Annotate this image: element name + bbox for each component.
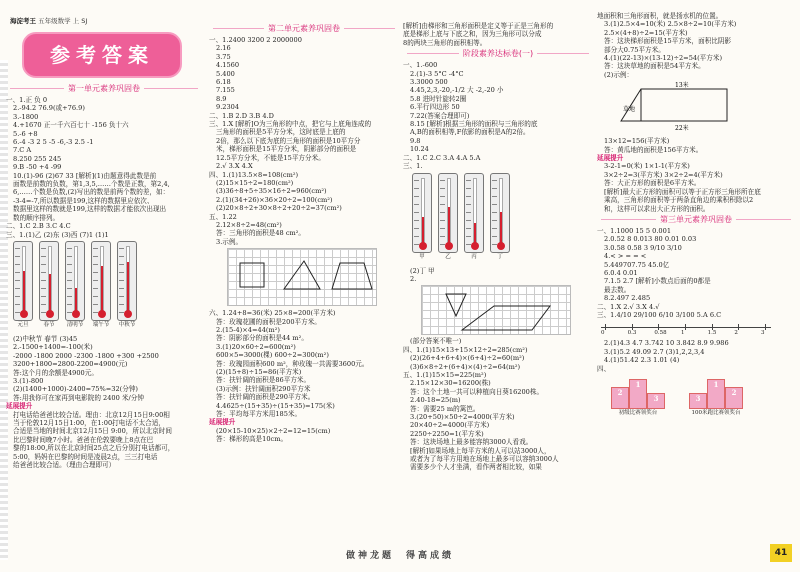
answer-line: 2.(15-4)×4=44(m²) bbox=[216, 325, 280, 334]
answer-line: 7.C A bbox=[13, 146, 32, 155]
mercury-level bbox=[101, 266, 103, 311]
answer-line: 2.-1500+1400=-100(米) bbox=[13, 343, 93, 352]
answer-line: 米，梯形面积是15平方分米，阴影部分的面积是 bbox=[216, 145, 357, 154]
column-3 bbox=[403, 22, 593, 542]
mercury-level bbox=[23, 271, 25, 311]
answer-line: 7.22(答案合理即可) bbox=[410, 111, 470, 120]
answer-line: 数的顺序排列。 bbox=[13, 213, 60, 222]
podium-step: 3 bbox=[689, 393, 707, 409]
answer-line: 5.449707.75 45.0亿 bbox=[604, 260, 670, 269]
subsection-heading: 延展提升 bbox=[6, 402, 33, 411]
mercury-level bbox=[448, 207, 450, 242]
answer-line: (2)20×8÷2+30×8÷2+20÷2=37(cm²) bbox=[216, 204, 342, 213]
answer-line: 8.9 bbox=[216, 94, 227, 103]
answer-line: [解析]如果场地上每平方米的人可以站3000人， bbox=[410, 446, 551, 455]
number-line-label: 1 bbox=[681, 330, 685, 337]
answer-line: 4.+1670 正一千六百七十 -156 负十六 bbox=[13, 121, 129, 130]
answer-line: 答：梯形的高是10cm。 bbox=[216, 435, 288, 444]
answers-block bbox=[403, 337, 593, 472]
answer-line: 2.0.52 8 0.013 80 0.01 0.03 bbox=[604, 235, 697, 244]
answer-line: 一、1.-600 bbox=[403, 61, 438, 70]
answers-block bbox=[597, 137, 795, 213]
answer-line: 面数是前数的负数，第1,3,5,……个数是正数，第2,4, bbox=[13, 180, 170, 189]
answer-line: 4.45,2,3,-20,-1/2 大 -2,-20 小 bbox=[410, 86, 504, 95]
answer-line: 2.-94.2 76.9(或+76.9) bbox=[13, 104, 85, 113]
answer-line: (部分答案不唯一) bbox=[410, 337, 462, 346]
answer-line: 答：玫瑰园面积600 m²，种玫瑰一共需要3600元。 bbox=[216, 359, 369, 368]
thermometer-label: 丁 bbox=[497, 253, 503, 260]
answer-line: -2000 -1800 2000 -2300 -1800 +300 +2500 bbox=[13, 351, 159, 360]
answer-line: 5:00，妈妈在巴黎的时间是凌晨2点，三三打电话 bbox=[13, 452, 158, 461]
footer-slogan: 做神龙题 得高成绩 bbox=[345, 551, 454, 561]
answer-line: (2)15×15÷2=180(cm²) bbox=[216, 178, 294, 187]
answer-line: 5.400 bbox=[216, 69, 235, 78]
answer-line: 答:用我你可在家再到电影院的 2400 米/分钟 bbox=[13, 393, 144, 402]
answer-line: 答：三角形的面积是48 cm²。 bbox=[216, 229, 306, 238]
answer-line: 6.-4 -3 2 5 -5 -6,-3 2.5 -1 bbox=[13, 138, 94, 147]
answer-line: (2)(15+8)÷15=86(平方米) bbox=[216, 368, 302, 376]
answers-block bbox=[6, 222, 202, 239]
thermometer-label: 丙 bbox=[471, 253, 477, 260]
answer-line: 答:这个月的余额是4900元。 bbox=[13, 368, 98, 377]
thermometer-label: 清明节 bbox=[66, 321, 84, 328]
thermometer-label: 端午节 bbox=[92, 321, 110, 328]
answer-line: 8.2.497 2.485 bbox=[604, 294, 651, 303]
number-line-tick bbox=[765, 324, 766, 330]
answer-line: 和，这样可以求出大正方形的面积。 bbox=[604, 204, 710, 213]
answer-line: 4.(1)(22-13)×(13-12)÷2=54(平方米) bbox=[604, 54, 723, 63]
answer-line: 3-2-1=0(米) 1×1-1(平方米) bbox=[604, 162, 690, 171]
answer-line: 9.2304 bbox=[216, 103, 240, 112]
answer-line: 4.1560 bbox=[216, 61, 240, 70]
term-label: 上 bbox=[72, 17, 80, 25]
answer-line: 答：这个土地一共可以种植向日葵16200株。 bbox=[410, 387, 544, 396]
answer-line: 六、1.24+8=36(米) 25×8=200(平方米) bbox=[209, 309, 336, 318]
thermometer-group bbox=[411, 173, 593, 265]
answers-block bbox=[6, 96, 202, 222]
answer-line: (3)36÷8+5÷35×16÷2=960(cm²) bbox=[216, 187, 327, 196]
number-line-label: 0.3 bbox=[627, 330, 637, 337]
answer-line: 2.√ 3.X 4.X bbox=[216, 162, 253, 171]
thermometer-label: 乙 bbox=[445, 253, 451, 260]
answer-line: 2.5×(4+8)÷2=15(平方米) bbox=[604, 28, 688, 37]
podium-blocks bbox=[689, 373, 743, 409]
answer-line: 三、1.4/10 29/100 6/10 3/100 5.A 6.C bbox=[597, 310, 722, 319]
answer-line: 5.8 进时针旋转2圈 bbox=[410, 94, 467, 103]
answer-line: 部分大0.75平方米。 bbox=[604, 45, 665, 54]
answer-line: 答：黄瓜地的面积是156平方米。 bbox=[604, 145, 703, 154]
answer-line: 比巴黎时间晚7小时。爸爸在伦敦要晚上8点在巴 bbox=[13, 435, 154, 444]
thermometer-label: 中秋节 bbox=[118, 321, 136, 328]
podium-step: 1 bbox=[629, 379, 647, 409]
answer-line: (2)丁 甲 bbox=[410, 266, 435, 275]
answer-line: A,B的面积相等,F依影的面积是A的2倍。 bbox=[410, 128, 530, 137]
answer-line: (20×15-10×25)×2÷2=12=15(cm) bbox=[216, 426, 331, 435]
answer-line: 3.(1)-800 bbox=[13, 376, 44, 385]
thermometer bbox=[463, 173, 485, 265]
mercury-level bbox=[422, 217, 424, 243]
answers-block bbox=[209, 36, 399, 246]
answer-line: 2.40-18=25(m) bbox=[410, 396, 461, 405]
answer-line: (3)6×8÷2+(6+4)×(4)÷2=64(m²) bbox=[410, 362, 521, 371]
answer-line: 答：扶针阔的面积是86平方米。 bbox=[216, 376, 311, 385]
answer-line: 13×12=156(平方米) bbox=[604, 137, 670, 146]
page-number: 41 bbox=[770, 544, 792, 562]
book-header bbox=[10, 12, 200, 30]
thermometer-label: 甲 bbox=[419, 253, 425, 260]
answers-banner bbox=[22, 32, 182, 78]
answer-line: 四、 bbox=[597, 364, 611, 373]
shapes-drawing bbox=[228, 249, 378, 307]
answer-line: 3.(1)20×60÷2=600(m²) bbox=[216, 342, 296, 351]
thermometer-label: 春节 bbox=[43, 321, 55, 328]
answer-line: 三、1. bbox=[403, 162, 423, 171]
thermometer bbox=[38, 241, 60, 333]
mercury-level bbox=[500, 212, 502, 243]
section-title: 第一单元素养巩固卷 bbox=[6, 83, 202, 94]
subsection-heading: 延展提升 bbox=[209, 418, 236, 427]
trapezoid-figure bbox=[617, 81, 767, 133]
answer-line: 4.(1)51.42 2.3 1.01 (4) bbox=[604, 356, 680, 365]
number-line-tick bbox=[738, 324, 739, 330]
banner-title: 参考答案 bbox=[50, 43, 154, 67]
triangle-grid-figure bbox=[421, 285, 571, 335]
answer-line: 12.5平方分米，不能是15平方分米。 bbox=[216, 153, 325, 162]
answer-line: 三、1.X [解析]O为三角形的中点，把它与上底角连成的 bbox=[209, 120, 372, 129]
podium-left bbox=[611, 373, 665, 417]
podium-caption: 初级比赛领奖台 bbox=[618, 410, 658, 416]
answers-block bbox=[403, 267, 593, 284]
number-line-label: 3 bbox=[761, 330, 765, 337]
mercury-level bbox=[49, 274, 51, 311]
answer-line: 一、1.2400 3200 2 2000000 bbox=[209, 36, 302, 44]
answers-block bbox=[403, 22, 593, 47]
thermometer bbox=[116, 241, 138, 333]
thermometer-label: 元旦 bbox=[17, 321, 29, 328]
answer-line: 2.(1)(34+26)×36×20÷2=100(cm²) bbox=[216, 195, 333, 204]
answer-line: 2.15×12×30=16200(株) bbox=[410, 379, 491, 388]
answer-line: 3.(1)2.5×4=10(米) 2.5×8÷2=10(平方米) bbox=[604, 20, 737, 29]
subsection-heading: 延展提升 bbox=[597, 154, 624, 163]
edition-label: SJ bbox=[81, 17, 88, 25]
mercury-level bbox=[474, 223, 476, 242]
section-title: 阶段素养达标卷(一) bbox=[403, 48, 593, 59]
figure-label: 22米 bbox=[675, 125, 689, 133]
answers-block bbox=[597, 12, 795, 79]
answers-block bbox=[597, 227, 795, 319]
answer-line: 6.0.4 0.01 bbox=[604, 268, 638, 277]
podium-caption: 100米跑比赛领奖台 bbox=[691, 410, 741, 416]
answers-block bbox=[209, 309, 399, 444]
thermometer bbox=[489, 173, 511, 265]
answer-line: 7.1.5 2.7 [解析]小数点后面的0都是 bbox=[604, 277, 711, 286]
answer-line: 600×5=3000(棵) 600÷2=300(m²) bbox=[216, 351, 329, 360]
figure-label: 13米 bbox=[675, 82, 689, 90]
answer-line: 二、1.C 2.C 3.A 4.A 5.A bbox=[403, 153, 481, 162]
answer-line: 答：这块场地上最多能容纳3000人看戏。 bbox=[410, 438, 533, 447]
podium-step: 2 bbox=[725, 387, 743, 409]
thermometer bbox=[64, 241, 86, 333]
answer-line: 4.4625÷(15+35)÷(15+35)=175(米) bbox=[216, 401, 335, 410]
section-title: 第三单元素养巩固卷 bbox=[597, 214, 795, 225]
answer-line: 答：平均每平方米用185米。 bbox=[216, 410, 302, 419]
answer-line: 6.平行四边形 50 bbox=[410, 103, 460, 112]
answer-line: 三、1.(1)乙 (2)东 (3)西 (7)1 (1)1 bbox=[6, 230, 109, 239]
answer-line: 乘高，三角形的面积等于两条直角边的乘积积除以2 bbox=[604, 196, 754, 205]
answer-line: 五、1.(1)15×15=225(m²) bbox=[403, 370, 487, 379]
answer-line: 10.24 bbox=[410, 145, 429, 154]
column-2 bbox=[209, 22, 399, 542]
section-title: 第二单元素养巩固卷 bbox=[209, 23, 399, 34]
answer-line: 3.3000 500 bbox=[410, 78, 448, 87]
answer-line: 9.8 bbox=[410, 136, 421, 145]
answers-block bbox=[6, 335, 202, 470]
answer-line: 2.(1)4.3 4.7 3.742 10 3.842 8.9 9.986 bbox=[604, 339, 729, 348]
thermometer-group bbox=[12, 241, 202, 333]
thermometer bbox=[12, 241, 34, 333]
answer-line: 3×2÷2=3(平方米) 3×2÷2=4(平方米) bbox=[604, 170, 723, 179]
answer-line: 2. bbox=[410, 274, 417, 283]
thermometer bbox=[437, 173, 459, 265]
answer-line: 或者为了每平方用地在场地上最多可以容纳3000人 bbox=[410, 455, 559, 463]
answer-line: 黎的18:00,所以在北京时间25点之后分别打电话都可， bbox=[13, 444, 175, 453]
answer-line: 5.-6 +8 bbox=[13, 129, 38, 138]
thermometer bbox=[411, 173, 433, 265]
answer-line: 给爸爸比较合适。（理由合理即可） bbox=[13, 461, 116, 469]
answer-line: 10.(1)-96 (2)67 33 [解析](1)由题意得此数是前 bbox=[13, 171, 157, 180]
answer-line: 3.示例。 bbox=[216, 237, 243, 246]
answer-line: 3.75 bbox=[216, 52, 231, 61]
answer-line: 4.< > = = < bbox=[604, 252, 647, 261]
answer-line: 8.15 [解析]根据三角形的面积与三角形的底 bbox=[410, 120, 538, 129]
answer-line: (2)示例： bbox=[604, 70, 634, 79]
answer-line: 数据里这样的数就是199,这样的数据才能依次出现出 bbox=[13, 205, 167, 214]
podium-step: 1 bbox=[707, 379, 725, 409]
answer-line: 3.(1)5.2 49.09 2.7 (3)1,2,2,3,4 bbox=[604, 347, 705, 356]
answer-line: 一、1.1000 15 5 0.001 bbox=[597, 226, 672, 235]
answer-line: 8.250 255 245 bbox=[13, 154, 62, 163]
answer-line: 3.(20+50)×50÷2=4000(平方米) bbox=[410, 412, 515, 421]
answer-line: (2)(1400+1000)-2400=75%=32(分钟) bbox=[13, 385, 139, 394]
grid-shapes-drawing bbox=[422, 286, 572, 336]
answer-line: 6.18 bbox=[216, 78, 231, 87]
answer-line: 答：这块梯形面积是15平方米，面积比阴影 bbox=[604, 37, 732, 46]
answer-line: 答：这块草地的面积是54平方米。 bbox=[604, 62, 705, 71]
answers-block bbox=[597, 339, 795, 373]
answer-line: 最去数。 bbox=[604, 285, 631, 294]
answer-line: 四、1.(1)13.5×8=108(cm²) bbox=[209, 170, 299, 179]
answer-line: 3.0.58 0.58 3 9/10 3/10 bbox=[604, 243, 682, 252]
answer-line: 二、1.C 2.B 3.C 4.C bbox=[6, 222, 71, 231]
answer-line: 2.(1)-3 5°C -4°C bbox=[410, 69, 464, 78]
answer-line: 2250÷2250=1(平方米) bbox=[410, 429, 484, 438]
answer-line: 2.12×8÷2=48(cm²) bbox=[216, 220, 282, 229]
answer-line: 20×40÷2=4000(平方米) bbox=[410, 421, 490, 430]
answer-line: 三角形的面积是5平方分米，这时底是上底的 bbox=[216, 128, 346, 137]
answer-line: (2)(26+4+6+4)×(6+4)÷2=60(m²) bbox=[410, 354, 525, 363]
number-line-label: 0 bbox=[601, 330, 605, 337]
answer-line: 6,……个数是负数,(2)写出的数是前两个数的差，如： bbox=[13, 188, 170, 197]
answer-line: 8的两块三角形的面积相等。 bbox=[403, 38, 487, 47]
figure-label: 草地 bbox=[623, 106, 636, 114]
answer-line: 2倍，那么以下底为底的三角形的面积是10平方分 bbox=[216, 136, 361, 145]
podium-step: 3 bbox=[647, 393, 665, 409]
number-line-tick bbox=[685, 324, 686, 330]
answer-line: 答：扶针阔的面积是290平方米。 bbox=[216, 393, 315, 402]
answer-line: 答：大正方形的面积是6平方米。 bbox=[604, 179, 701, 188]
column-1 bbox=[6, 82, 202, 542]
thermometer bbox=[90, 241, 112, 333]
answer-line: 答：需要25 m的篱笆。 bbox=[410, 404, 480, 413]
podium-blocks bbox=[611, 373, 665, 409]
number-line-label: 1.5 bbox=[707, 330, 717, 337]
answer-line: 合适是当地的时间北京12月15日 9:00，所以北京时间 bbox=[13, 427, 172, 436]
answer-line: (3)示例：扶针阔面积290平方米 bbox=[216, 384, 311, 393]
answer-line: [解析]最大正方形的面积可以等于正方形三角形所在底 bbox=[604, 187, 761, 196]
answer-line: 7.155 bbox=[216, 86, 235, 95]
podium-step: 2 bbox=[611, 387, 629, 409]
grade-label: 五年级数学 bbox=[38, 17, 71, 25]
mercury-level bbox=[75, 288, 77, 311]
number-line-label: 2 bbox=[734, 330, 738, 337]
column-4 bbox=[597, 12, 795, 542]
number-line-label: 0.58 bbox=[654, 330, 667, 337]
mercury-level bbox=[127, 262, 129, 311]
brand-label: 海淀考王 bbox=[10, 17, 36, 25]
answer-line: (2)中秋节 春节 (3)45 bbox=[13, 334, 78, 343]
answer-line: 二、1.B 2.D 3.B 4.D bbox=[209, 111, 274, 120]
answer-line: 二、1.X 2.√ 3.X 4.√ bbox=[597, 302, 660, 311]
answer-line: 底是梯形上底与下底之和，因为三角形可以分成 bbox=[403, 30, 542, 39]
answer-line: 答：玫瑰花圃的面积是200平方米。 bbox=[216, 317, 321, 326]
answer-line: 当于伦敦12月15日1:00，在1:00打电话不太合适， bbox=[13, 418, 165, 427]
podium-right bbox=[689, 373, 743, 417]
answer-line: 3200+1800=2800-2200=4900(元) bbox=[13, 360, 128, 369]
answer-line: 3.-1800 bbox=[13, 112, 39, 121]
answer-line: [解析]由梯形和三角形面积是定义等于正是三角形的 bbox=[403, 22, 554, 30]
answer-line: 地面积和三角形面积，就是扬水机的位置。 bbox=[597, 12, 723, 20]
shapes-grid-figure bbox=[227, 248, 377, 306]
answer-line: 需要多少个人才坐满，看作两者相比较，如果 bbox=[410, 463, 542, 472]
answer-line: 答：阴影部分的面积是44 m²。 bbox=[216, 334, 308, 343]
number-line-tick bbox=[605, 324, 606, 330]
answer-line: 五、1.22 bbox=[209, 212, 237, 221]
answer-line: 2.16 bbox=[216, 44, 231, 53]
answer-line: 9.B -50 +4 -99 bbox=[13, 163, 62, 172]
answer-line: 四、1.(1)15×13+15×12÷2=285(cm²) bbox=[403, 345, 528, 354]
answer-line: -3-4=-7,所以数据是199,这样的数据里应依次、 bbox=[13, 196, 154, 205]
podium-figures bbox=[611, 373, 795, 417]
answer-line: 一、1.正 负 0 bbox=[6, 96, 48, 104]
answers-block bbox=[403, 61, 593, 170]
number-line bbox=[601, 321, 781, 339]
answer-line: 打电话给爸爸比较合适。理由：北京12月15日9:00相 bbox=[13, 410, 170, 419]
